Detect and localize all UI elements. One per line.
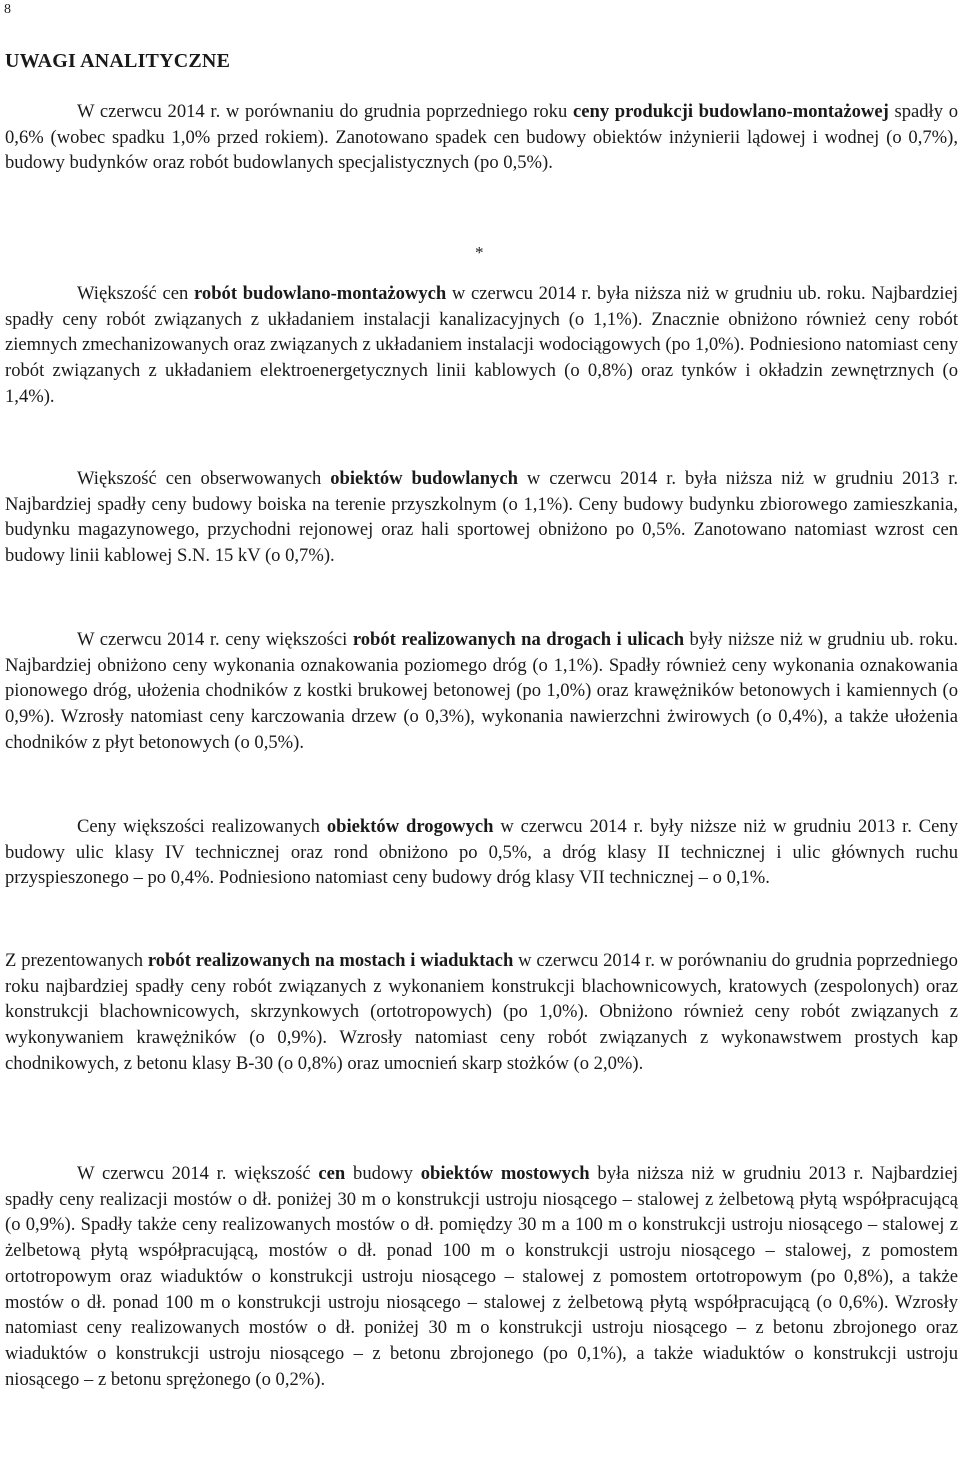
paragraph-bridge-objects: [5, 1161, 958, 1392]
bold-text-run: obiektów budowlanych: [330, 468, 518, 489]
text-run: W czerwcu 2014 r. w porównaniu do grudnia poprzedniego roku: [77, 101, 573, 122]
separator-asterisk: *: [475, 243, 484, 262]
text-run: w czerwcu 2014 r. była niższa niż w grudniu ub. roku. Najbardziej spadły ceny robót związanych z układaniem instalacji kanalizacyjnych (o 1,1%). Znacznie obniżono również ceny robót ziemnych zmechanizowanych oraz związanych z układaniem instalacji wodociągowych (po 1,0%). Podniesiono natomiast ceny robót związanych z układaniem elektroenergetycznych linii kablowych (o 0,8%) oraz tynków i okładzin zewnętrznych (o 1,4%).: [5, 283, 959, 407]
paragraph-road-objects: [5, 814, 958, 891]
section-heading: UWAGI ANALITYCZNE: [5, 50, 231, 72]
bold-text-run: cen: [318, 1163, 346, 1184]
text-run: w czerwcu 2014 r. były niższe niż w grudniu 2013 r. Ceny budowy ulic klasy IV technicznej oraz rond obniżono po 0,5%, a dróg klasy II technicznej i ulic głównych ruchu przyspieszonego – po 0,4%. Podniesiono natomiast ceny budowy dróg klasy VII technicznej – o 0,1%.: [5, 816, 959, 889]
text-run: w czerwcu 2014 r. w porównaniu do grudnia poprzedniego roku najbardziej spadły ceny robót związanych z wykonaniem konstrukcji blachownicowych, kratowych (zespolonych) oraz konstrukcji blachownicowych, skrzynkowych (ortotropowych) (po 1,0%). Obniżono również ceny robót związanych z wykonywaniem krawężników (o 0,9%). Wzrosły natomiast ceny robót związanych z wykonawstwem prostych kap chodnikowych, z betonu klasy B-30 (o 0,8%) oraz umocnień skarp stożków (o 2,0%).: [5, 950, 958, 1074]
paragraph-intro: [5, 99, 958, 176]
text-run: była niższa niż w grudniu 2013 r. Najbardziej spadły ceny realizacji mostów o dł. poniżej 30 m o konstrukcji ustroju niosącego – stalowej z żelbetową płytą współpracującą (o 0,9%). Spadły także ceny realizowanych mostów o dł. pomiędzy 30 m a 100 m o konstrukcji ustroju niosącego – stalowej z żelbetową płytą współpracującą, mostów o dł. ponad 100 m o konstrukcji ustroju niosącego – stalowej, z pomostem ortotropowym oraz wiaduktów o konstrukcji ustroju niosącego – stalowej z pomostem ortotropowym (po 0,8%), a także mostów o dł. ponad 100 m o konstrukcji ustroju niosącego – stalowej z żelbetową płytą współpracującą (o 0,6%). Wzrosły natomiast ceny realizowanych mostów o dł. poniżej 30 m o konstrukcji ustroju niosącego – z betonu zbrojonego oraz wiaduktów o konstrukcji ustroju niosącego – z betonu zbrojonego (po 0,1%), a także wiaduktów o konstrukcji ustroju niosącego – z betonu sprężonego (o 0,2%).: [5, 1163, 958, 1390]
paragraph-building-objects: [5, 466, 958, 569]
text-run: Ceny większości realizowanych: [77, 816, 327, 837]
bold-text-run: robót budowlano-montażowych: [193, 283, 447, 304]
paragraph-construction-works: [5, 281, 958, 410]
page-number: 8: [4, 2, 11, 17]
bold-text-run: ceny produkcji budowlano-montażowej: [572, 101, 889, 122]
paragraph-road-works: [5, 627, 958, 756]
text-run: były niższe niż w grudniu ub. roku. Najbardziej obniżono ceny wykonania oznakowania poziomego dróg (o 1,1%). Spadły również ceny wykonania oznakowania pionowego dróg, ułożenia chodników z kostki brukowej betonowej (po 1,0%) oraz krawężników betonowych i kamiennych (o 0,9%). Wzrosły natomiast ceny karczowania drzew (o 0,3%), wykonania nawierzchni żwirowych (o 0,4%), a także ułożenia chodników z płyt betonowych (o 0,5%).: [5, 629, 959, 753]
bold-text-run: obiektów drogowych: [326, 816, 494, 837]
text-run: spadły o 0,6% (wobec spadku 1,0% przed rokiem). Zanotowano spadek cen budowy obiektów inżynierii lądowej i wodnej (o 0,7%), budowy budynków oraz robót budowlanych specjalistycznych (po 0,5%).: [5, 101, 958, 174]
bold-text-run: robót realizowanych na mostach i wiaduktach: [147, 950, 514, 971]
text-run: Większość cen: [77, 283, 194, 304]
bold-text-run: obiektów mostowych: [420, 1163, 590, 1184]
text-run: Z prezentowanych: [5, 950, 148, 971]
text-run: w czerwcu 2014 r. była niższa niż w grudniu 2013 r. Najbardziej spadły ceny budowy boiska na terenie przyszkolnym (o 1,1%). Ceny budowy budynku zbiorowego zamieszkania, budynku magazynowego, przychodni rejonowej oraz hali sportowej obniżono po 0,5%. Zanotowano natomiast wzrost cen budowy linii kablowej S.N. 15 kV (o 0,7%).: [5, 468, 959, 567]
text-run: W czerwcu 2014 r. większość: [77, 1163, 319, 1184]
text-run: Większość cen obserwowanych: [77, 468, 331, 489]
text-run: W czerwcu 2014 r. ceny większości: [77, 629, 353, 650]
bold-text-run: robót realizowanych na drogach i ulicach: [352, 629, 685, 650]
paragraph-bridge-works: [5, 948, 958, 1077]
text-run: budowy: [345, 1163, 421, 1184]
